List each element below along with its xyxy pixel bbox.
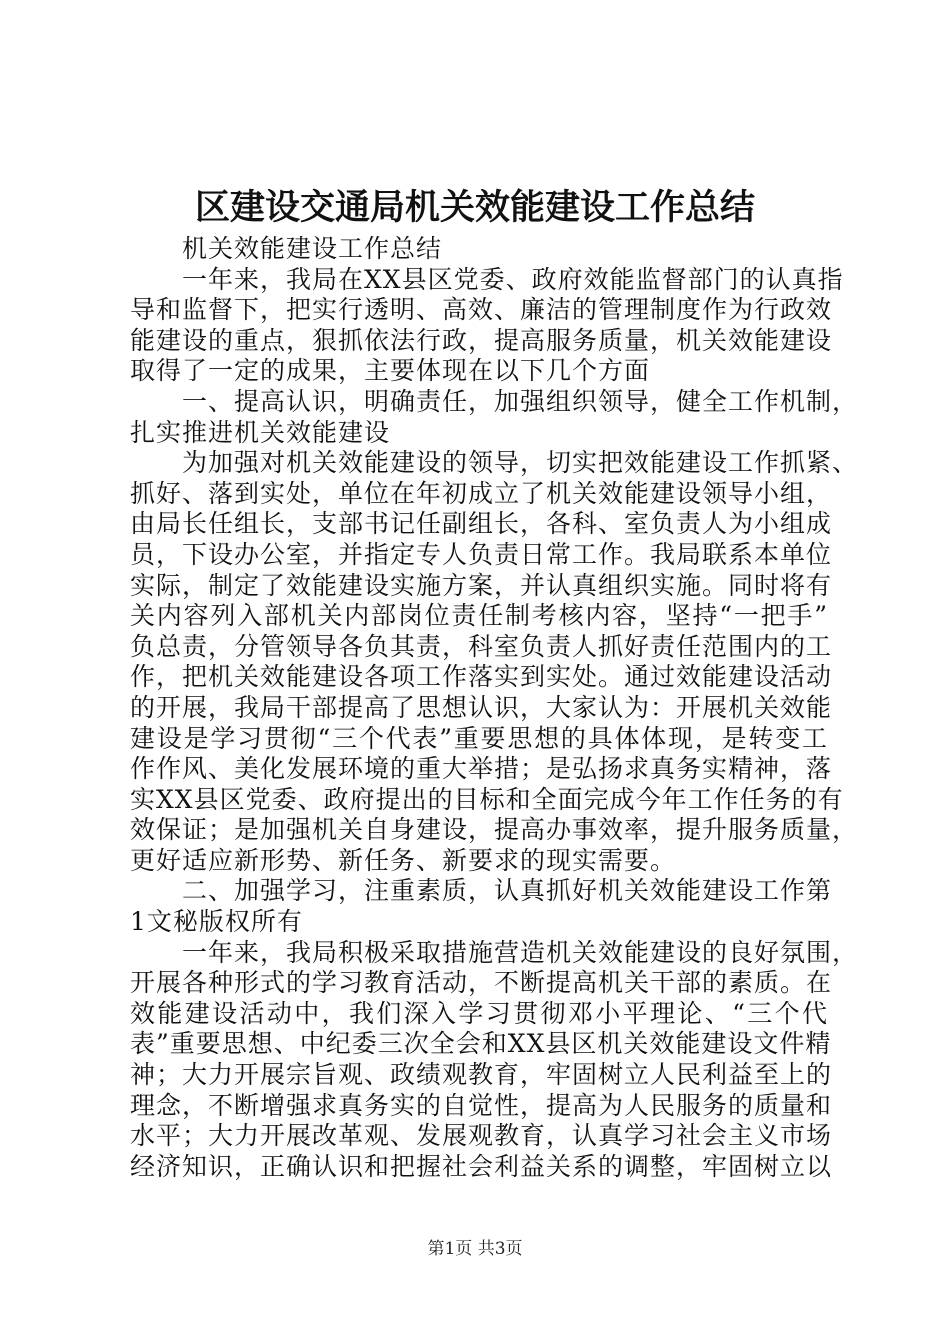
text-line: 取得了一定的成果，主要体现在以下几个方面 [130, 356, 651, 386]
text-line: 导和监督下，把实行透明、高效、廉洁的管理制度作为行政效 [130, 295, 833, 325]
text-line: 效保证；是加强机关自身建设，提高办事效率，提升服务质量， [130, 815, 859, 845]
text-line: 作，把机关效能建设各项工作落实到实处。通过效能建设活动 [130, 662, 833, 692]
text-line: 扎实推进机关效能建设 [130, 417, 391, 447]
text-line: 员，下设办公室，并指定专人负责日常工作。我局联系本单位 [130, 539, 833, 569]
text-line: 关内容列入部机关内部岗位责任制考核内容，坚持“一把手” [130, 601, 828, 631]
text-line: 能建设的重点，狠抓依法行政，提高服务质量，机关效能建设 [130, 325, 833, 355]
text-line: 效能建设活动中，我们深入学习贯彻邓小平理论、“三个代 [130, 998, 828, 1028]
text-line: 神；大力开展宗旨观、政绩观教育，牢固树立人民利益至上的 [130, 1060, 833, 1090]
text-line: 经济知识，正确认识和把握社会利益关系的调整，牢固树立以 [130, 1151, 833, 1181]
text-line: 理念，不断增强求真务实的自觉性，提高为人民服务的质量和 [130, 1090, 833, 1120]
text-line: 作作风、美化发展环境的重大举措；是弘扬求真务实精神，落 [130, 754, 833, 784]
page-number-footer: 第1页 共3页 [427, 1239, 523, 1259]
text-line: 为加强对机关效能建设的领导，切实把效能建设工作抓紧、 [182, 448, 859, 478]
text-line: 一年来，我局在XX县区党委、政府效能监督部门的认真指 [182, 264, 844, 294]
text-line: 由局长任组长，支部书记任副组长，各科、室负责人为小组成 [130, 509, 833, 539]
text-line: 建设是学习贯彻“三个代表”重要思想的具体体现，是转变工 [130, 723, 828, 753]
text-line: 实XX县区党委、政府提出的目标和全面完成今年工作任务的有 [130, 784, 844, 814]
text-line: 实际，制定了效能建设实施方案，并认真组织实施。同时将有 [130, 570, 833, 600]
text-line: 的开展，我局干部提高了思想认识，大家认为：开展机关效能 [130, 692, 833, 722]
text-line: 表”重要思想、中纪委三次全会和XX县区机关效能建设文件精 [130, 1029, 832, 1059]
text-line: 水平；大力开展改革观、发展观教育，认真学习社会主义市场 [130, 1121, 833, 1151]
text-line: 二、加强学习，注重素质，认真抓好机关效能建设工作第 [182, 876, 833, 906]
text-line: 抓好、落到实处，单位在年初成立了机关效能建设领导小组， [130, 478, 833, 508]
text-line: 开展各种形式的学习教育活动，不断提高机关干部的素质。在 [130, 968, 833, 998]
document-title: 区建设交通局机关效能建设工作总结 [194, 187, 755, 228]
text-line: 负总责，分管领导各负其责，科室负责人抓好责任范围内的工 [130, 631, 833, 661]
text-line: 一年来，我局积极采取措施营造机关效能建设的良好氛围， [182, 937, 859, 967]
text-line: 更好适应新形势、新任务、新要求的现实需要。 [130, 845, 677, 875]
text-line: 机关效能建设工作总结 [182, 234, 443, 263]
text-line: 一、提高认识，明确责任，加强组织领导，健全工作机制， [182, 386, 859, 416]
text-line: 1文秘版权所有 [130, 907, 303, 937]
document-body [130, 234, 859, 1182]
